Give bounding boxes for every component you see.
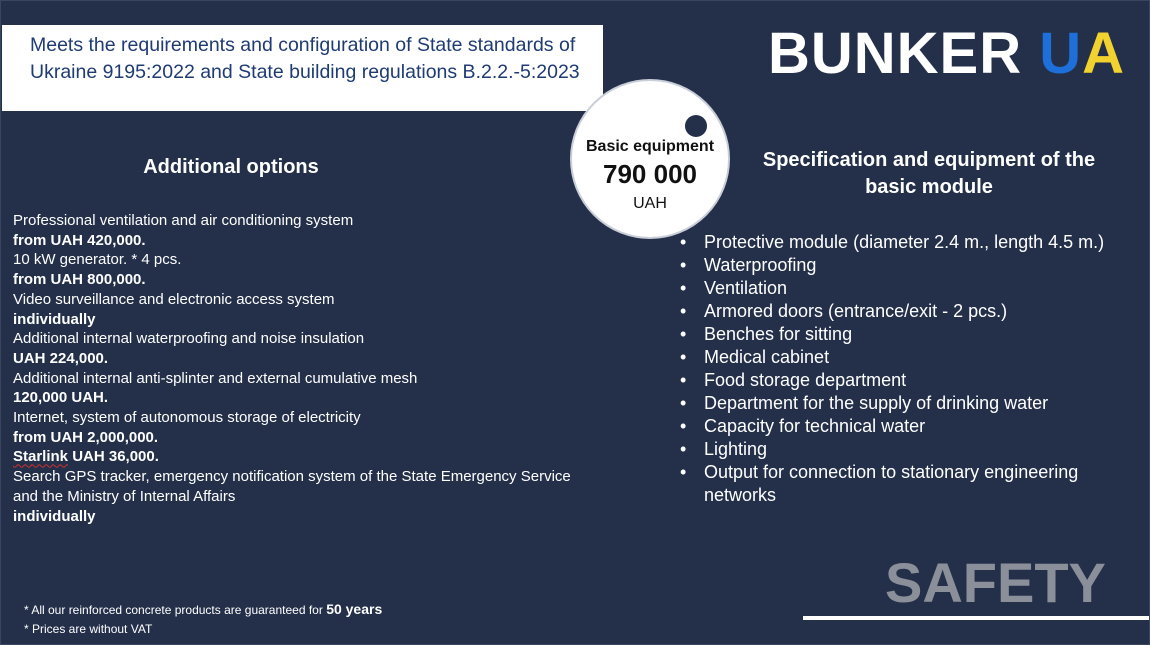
spec-item: • Protective module (diameter 2.4 m., length 4.5 m.) [680, 231, 1142, 254]
spec-item: • Waterproofing [680, 254, 1142, 277]
spec-item: • Capacity for technical water [680, 415, 1142, 438]
option-line: Professional ventilation and air conditioning system [13, 212, 354, 229]
standards-text: Meets the requirements and configuration of State standards of Ukraine 9195:2022 and State building regulations B.2.2.-5:2023 [30, 34, 580, 83]
spec-item: • Output for connection to stationary engineering networks [680, 461, 1142, 507]
spec-item: • Department for the supply of drinking water [680, 392, 1142, 415]
footnote-guarantee-text: * All our reinforced concrete products are guaranteed for [24, 603, 327, 617]
footnote-guarantee-years: 50 years [326, 601, 383, 617]
price-currency: UAH [633, 195, 667, 212]
brand-letter-u: U [1039, 21, 1083, 86]
option-line: Additional internal anti-splinter and external cumulative mesh [13, 369, 418, 387]
standards-box [2, 25, 603, 111]
starlink-word: Starlink [13, 448, 69, 466]
option-price: from UAH 420,000. [13, 231, 146, 249]
spec-item: • Food storage department [680, 369, 1142, 392]
spec-item: • Ventilation [680, 277, 1142, 300]
spec-item: • Armored doors (entrance/exit - 2 pcs.) [680, 300, 1142, 323]
brand-logo [768, 22, 1125, 86]
brand-letter-a: A [1082, 21, 1126, 86]
option-price: 120,000 UAH. [13, 389, 109, 407]
option-price: UAH 224,000. [13, 349, 109, 367]
spec-item: • Benches for sitting [680, 323, 1142, 346]
option-line: Video surveillance and electronic access system [13, 290, 335, 308]
option-price: from UAH 2,000,000. [13, 428, 159, 446]
option-price: individually [13, 310, 96, 328]
options-heading: Additional options [143, 156, 319, 178]
option-line: 10 kW generator. * 4 pcs. [13, 251, 182, 269]
option-line: Internet, system of autonomous storage of electricity [13, 409, 361, 427]
spec-list [680, 231, 1142, 507]
spec-item: • Medical cabinet [680, 346, 1142, 369]
option-price: from UAH 800,000. [13, 271, 146, 289]
price-tag-hole [685, 115, 707, 137]
starlink-price: UAH 36,000. [68, 448, 159, 466]
footnotes [24, 600, 382, 639]
option-line: Search GPS tracker, emergency notification system of the State Emergency Service and the Ministry of Internal Affairs [13, 468, 571, 505]
price-value: 790 000 [603, 159, 697, 189]
brand-main: BUNKER [768, 21, 1040, 86]
safety-label: SAFETY [885, 551, 1106, 614]
price-label: Basic equipment [585, 138, 715, 155]
price-tag [570, 79, 730, 239]
option-line: Additional internal waterproofing and noise insulation [13, 330, 365, 348]
footnote-guarantee [24, 600, 382, 620]
options-list [13, 211, 573, 526]
spec-item: • Lighting [680, 438, 1142, 461]
safety-underline [803, 616, 1149, 620]
option-price-starlink [13, 447, 573, 467]
option-price: individually [13, 507, 96, 525]
spec-heading: Specification and equipment of the basic module [762, 149, 1096, 198]
footnote-vat: * Prices are without VAT [24, 622, 153, 636]
